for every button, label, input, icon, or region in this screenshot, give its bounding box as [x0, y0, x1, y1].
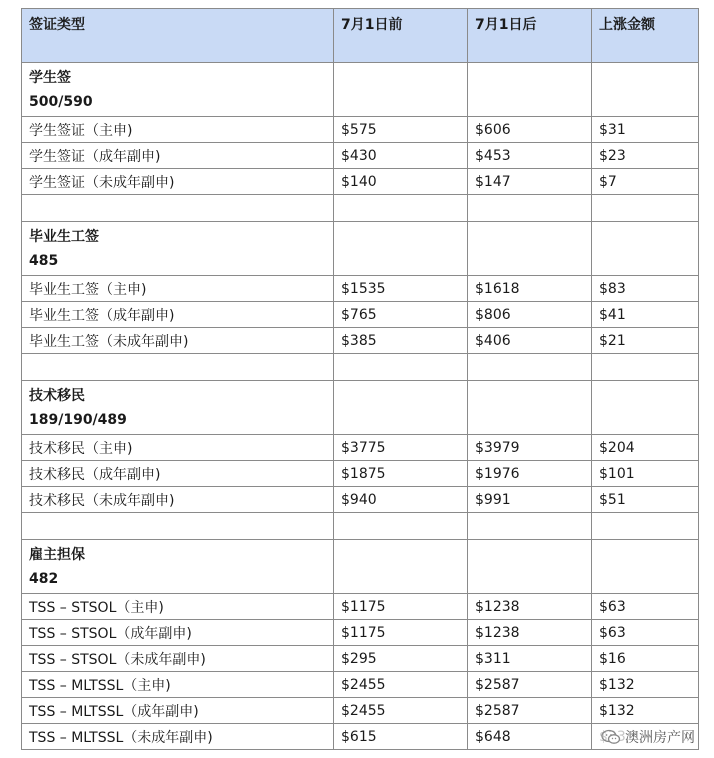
- group-header-row: [22, 222, 699, 276]
- empty-cell: [334, 195, 468, 222]
- header-row: [22, 9, 699, 63]
- cell-fee-before: $1875: [334, 461, 468, 487]
- table-row: [22, 169, 699, 195]
- table-row: [22, 328, 699, 354]
- empty-cell: [22, 195, 334, 222]
- empty-cell: [592, 513, 699, 540]
- empty-cell: [468, 381, 592, 435]
- cell-fee-before: $2455: [334, 672, 468, 698]
- table-row: [22, 620, 699, 646]
- group-subclass-code: 485: [29, 253, 59, 269]
- watermark-text: 澳洲房产网: [625, 730, 695, 746]
- cell-fee-after: $3979: [468, 435, 592, 461]
- table-row: [22, 646, 699, 672]
- group-label-cell: [22, 381, 334, 435]
- cell-fee-after: $806: [468, 302, 592, 328]
- cell-fee-after: $606: [468, 117, 592, 143]
- cell-fee-before: $140: [334, 169, 468, 195]
- empty-cell: [592, 354, 699, 381]
- cell-increase: $132: [592, 698, 699, 724]
- spacer-row: [22, 513, 699, 540]
- cell-increase: $63: [592, 594, 699, 620]
- empty-cell: [592, 540, 699, 594]
- empty-cell: [468, 195, 592, 222]
- group-label-cell: [22, 63, 334, 117]
- header-before-july1: 7月1日前: [334, 9, 468, 63]
- cell-fee-before: $1535: [334, 276, 468, 302]
- cell-fee-before: $765: [334, 302, 468, 328]
- visa-fee-table: [21, 8, 699, 750]
- cell-increase: $132: [592, 672, 699, 698]
- table-row: [22, 672, 699, 698]
- cell-fee-before: $430: [334, 143, 468, 169]
- cell-fee-before: $385: [334, 328, 468, 354]
- cell-fee-after: $648: [468, 724, 592, 750]
- empty-cell: [22, 513, 334, 540]
- cell-visa-type: 毕业生工签（主申): [22, 276, 334, 302]
- cell-increase: $21: [592, 328, 699, 354]
- cell-fee-after: $1976: [468, 461, 592, 487]
- empty-cell: [592, 381, 699, 435]
- cell-fee-after: $1238: [468, 594, 592, 620]
- empty-cell: [22, 354, 334, 381]
- cell-fee-after: $453: [468, 143, 592, 169]
- cell-visa-type: 技术移民（未成年副申): [22, 487, 334, 513]
- cell-visa-type: 技术移民（成年副申): [22, 461, 334, 487]
- cell-visa-type: 学生签证（成年副申): [22, 143, 334, 169]
- group-header-row: [22, 381, 699, 435]
- empty-cell: [468, 222, 592, 276]
- empty-cell: [592, 63, 699, 117]
- cell-fee-before: $1175: [334, 594, 468, 620]
- cell-increase: $31: [592, 117, 699, 143]
- cell-fee-before: $940: [334, 487, 468, 513]
- cell-increase: $23: [592, 143, 699, 169]
- cell-fee-before: $575: [334, 117, 468, 143]
- table-row: [22, 487, 699, 513]
- empty-cell: [468, 354, 592, 381]
- cell-visa-type: TSS – MLTSSL（主申): [22, 672, 334, 698]
- cell-visa-type: 毕业生工签（成年副申): [22, 302, 334, 328]
- header-after-july1: 7月1日后: [468, 9, 592, 63]
- empty-cell: [334, 63, 468, 117]
- cell-increase: $101: [592, 461, 699, 487]
- group-label-cell: [22, 540, 334, 594]
- empty-cell: [334, 354, 468, 381]
- table-row: [22, 117, 699, 143]
- empty-cell: [334, 513, 468, 540]
- group-name: 学生签: [29, 70, 71, 86]
- table-row: [22, 143, 699, 169]
- cell-fee-before: $3775: [334, 435, 468, 461]
- cell-visa-type: TSS – MLTSSL（未成年副申): [22, 724, 334, 750]
- cell-fee-after: $2587: [468, 698, 592, 724]
- table-row: [22, 302, 699, 328]
- table-row: [22, 461, 699, 487]
- cell-visa-type: TSS – STSOL（成年副申): [22, 620, 334, 646]
- cell-fee-after: $406: [468, 328, 592, 354]
- cell-fee-before: $2455: [334, 698, 468, 724]
- cell-fee-after: $1618: [468, 276, 592, 302]
- cell-fee-before: $295: [334, 646, 468, 672]
- empty-cell: [592, 222, 699, 276]
- cell-visa-type: 技术移民（主申): [22, 435, 334, 461]
- cell-fee-after: $991: [468, 487, 592, 513]
- empty-cell: [468, 63, 592, 117]
- cell-visa-type: TSS – STSOL（未成年副申): [22, 646, 334, 672]
- empty-cell: [334, 222, 468, 276]
- group-label-cell: [22, 222, 334, 276]
- header-increase: 上涨金额: [592, 9, 699, 63]
- empty-cell: [468, 513, 592, 540]
- cell-increase: $41: [592, 302, 699, 328]
- group-name: 雇主担保: [29, 547, 85, 563]
- cell-fee-after: $311: [468, 646, 592, 672]
- group-header-row: [22, 63, 699, 117]
- table-row: [22, 594, 699, 620]
- watermark: [598, 726, 698, 748]
- empty-cell: [334, 540, 468, 594]
- empty-cell: [592, 195, 699, 222]
- wechat-icon: [601, 729, 621, 745]
- cell-visa-type: 学生签证（未成年副申): [22, 169, 334, 195]
- cell-increase: $51: [592, 487, 699, 513]
- group-header-row: [22, 540, 699, 594]
- group-subclass-code: 189/190/489: [29, 412, 127, 428]
- cell-fee-before: $615: [334, 724, 468, 750]
- table-row: [22, 698, 699, 724]
- spacer-row: [22, 195, 699, 222]
- cell-increase: $63: [592, 620, 699, 646]
- empty-cell: [468, 540, 592, 594]
- cell-fee-after: $1238: [468, 620, 592, 646]
- cell-visa-type: 毕业生工签（未成年副申): [22, 328, 334, 354]
- table-row: [22, 435, 699, 461]
- cell-increase: $83: [592, 276, 699, 302]
- empty-cell: [334, 381, 468, 435]
- group-subclass-code: 500/590: [29, 94, 93, 110]
- spacer-row: [22, 354, 699, 381]
- group-subclass-code: 482: [29, 571, 59, 587]
- cell-increase: $16: [592, 646, 699, 672]
- header-visa-type: 签证类型: [22, 9, 334, 63]
- cell-increase: $204: [592, 435, 699, 461]
- cell-visa-type: TSS – STSOL（主申): [22, 594, 334, 620]
- table-row: [22, 724, 699, 750]
- cell-fee-after: $147: [468, 169, 592, 195]
- cell-fee-after: $2587: [468, 672, 592, 698]
- group-name: 毕业生工签: [29, 229, 99, 245]
- group-name: 技术移民: [29, 388, 85, 404]
- cell-visa-type: 学生签证（主申): [22, 117, 334, 143]
- cell-increase: $7: [592, 169, 699, 195]
- table-row: [22, 276, 699, 302]
- cell-fee-before: $1175: [334, 620, 468, 646]
- cell-visa-type: TSS – MLTSSL（成年副申): [22, 698, 334, 724]
